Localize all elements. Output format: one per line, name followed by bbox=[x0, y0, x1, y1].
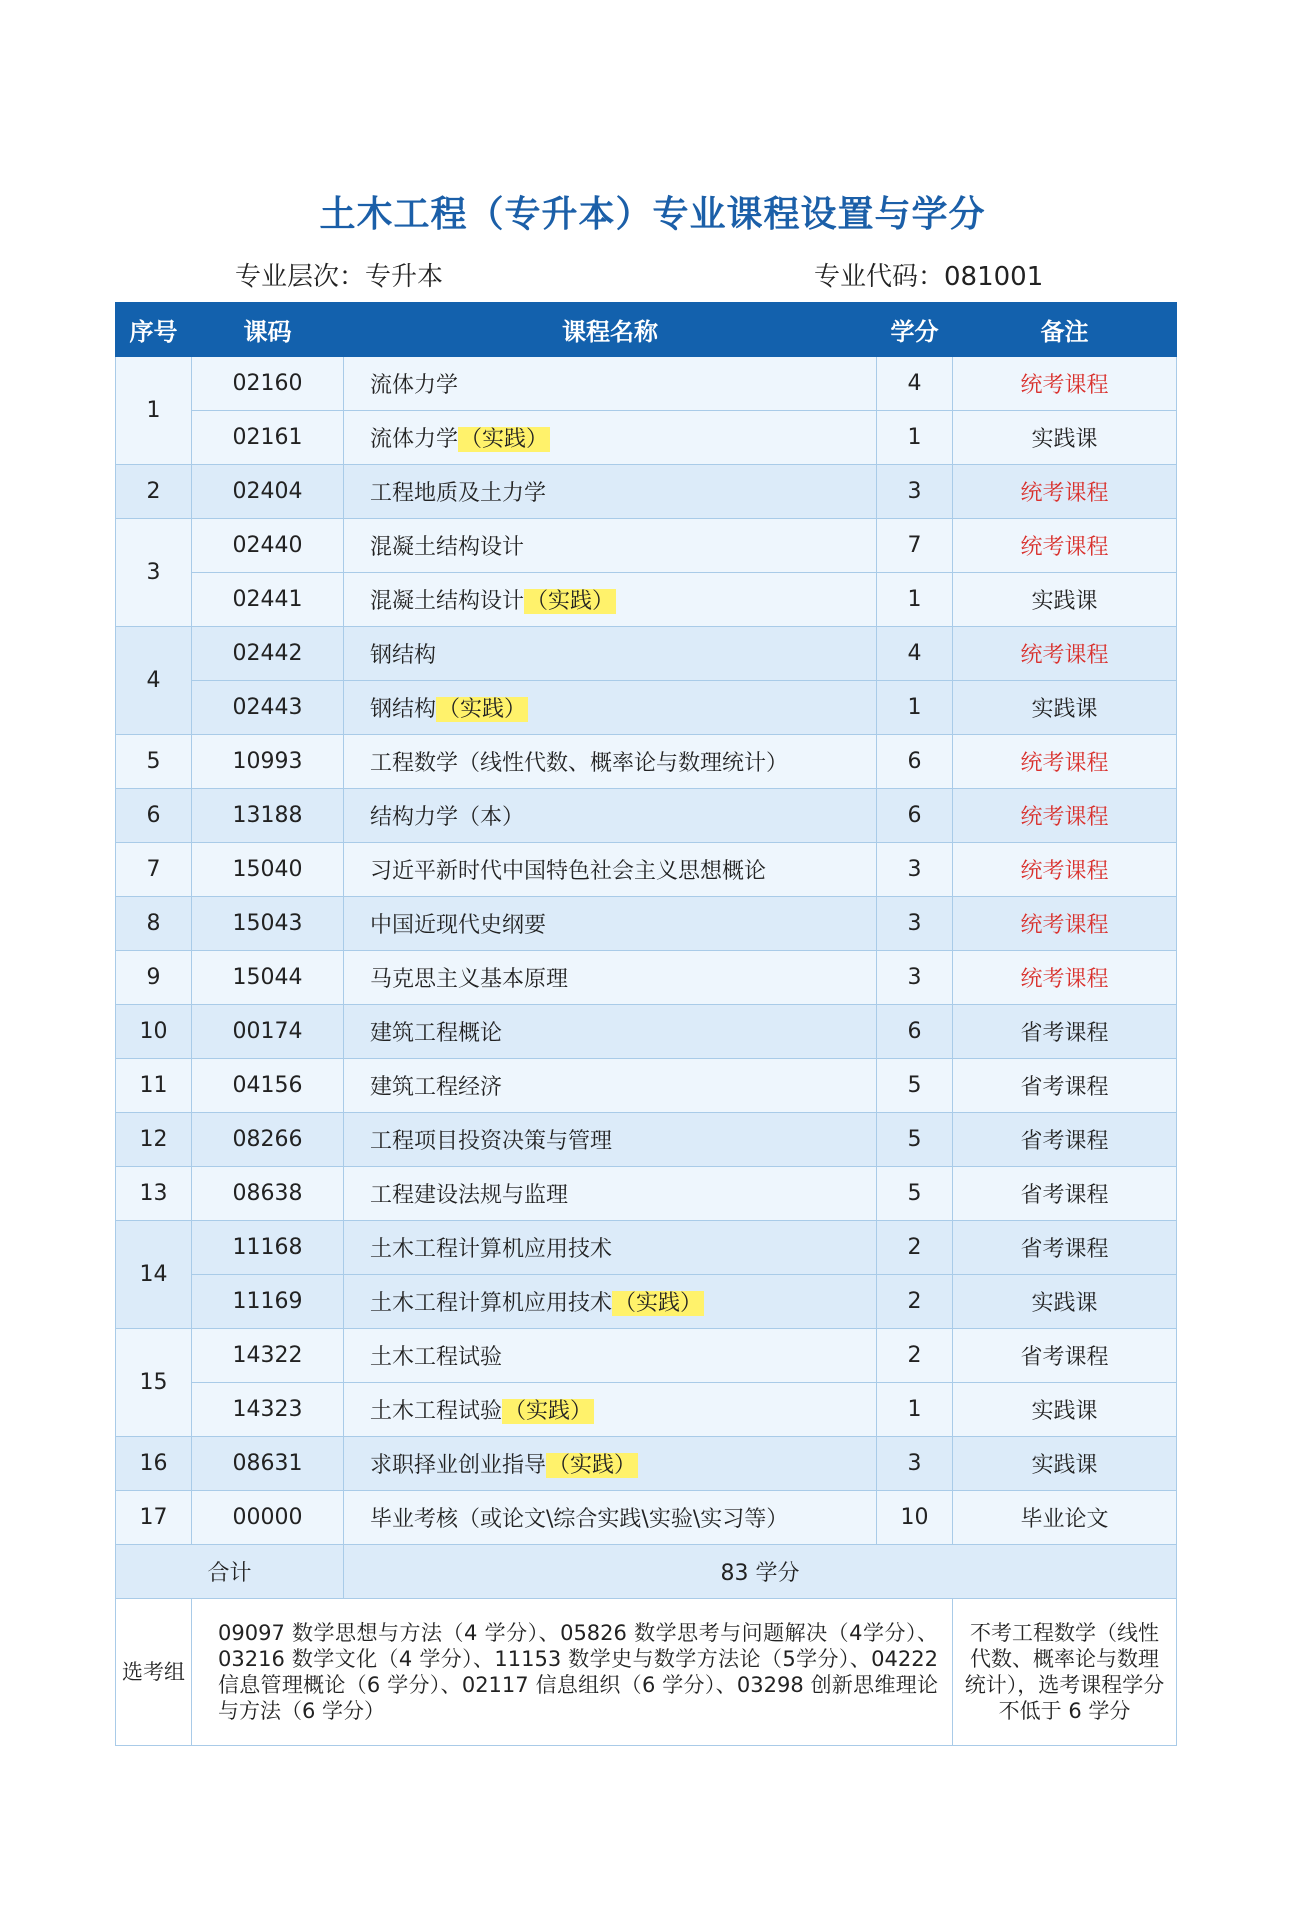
cell-note: 实践课 bbox=[953, 1383, 1177, 1437]
cell-seq: 8 bbox=[116, 897, 192, 951]
cell-credit: 1 bbox=[877, 573, 953, 627]
course-name-text: 混凝土结构设计 bbox=[370, 535, 525, 560]
table-row bbox=[116, 1059, 1177, 1113]
table-row bbox=[116, 1491, 1177, 1545]
table-row bbox=[116, 843, 1177, 897]
cell-course-name bbox=[344, 897, 877, 951]
table-header-row bbox=[116, 303, 1177, 357]
cell-note: 统考课程 bbox=[953, 897, 1177, 951]
cell-credit: 3 bbox=[877, 843, 953, 897]
course-name-text: 土木工程试验 bbox=[370, 1345, 503, 1370]
cell-course-name bbox=[344, 1059, 877, 1113]
header-note: 备注 bbox=[953, 303, 1177, 357]
cell-course-name bbox=[344, 357, 877, 411]
practice-highlight: （实践） bbox=[438, 697, 527, 722]
cell-seq: 6 bbox=[116, 789, 192, 843]
cell-credit: 2 bbox=[877, 1329, 953, 1383]
table-row bbox=[116, 573, 1177, 627]
course-name-text: 工程项目投资决策与管理 bbox=[370, 1129, 613, 1154]
cell-course-name bbox=[344, 1167, 877, 1221]
cell-credit: 5 bbox=[877, 1059, 953, 1113]
cell-code: 08266 bbox=[192, 1113, 344, 1167]
cell-course-name bbox=[344, 465, 877, 519]
cell-credit: 5 bbox=[877, 1113, 953, 1167]
table-row bbox=[116, 519, 1177, 573]
cell-seq: 9 bbox=[116, 951, 192, 1005]
table-row bbox=[116, 627, 1177, 681]
total-row bbox=[116, 1545, 1177, 1599]
cell-code: 02160 bbox=[192, 357, 344, 411]
cell-course-name bbox=[344, 1113, 877, 1167]
cell-seq: 1 bbox=[116, 357, 192, 465]
practice-highlight: （实践） bbox=[548, 1453, 637, 1478]
header-seq: 序号 bbox=[116, 303, 192, 357]
total-value: 83 学分 bbox=[344, 1545, 1177, 1599]
cell-note: 省考课程 bbox=[953, 1113, 1177, 1167]
course-name-text: 土木工程计算机应用技术 bbox=[370, 1237, 613, 1262]
table-row bbox=[116, 1005, 1177, 1059]
table-row bbox=[116, 1437, 1177, 1491]
cell-seq: 2 bbox=[116, 465, 192, 519]
course-name-text: 土木工程计算机应用技术 bbox=[370, 1291, 613, 1316]
cell-note: 统考课程 bbox=[953, 951, 1177, 1005]
cell-seq: 11 bbox=[116, 1059, 192, 1113]
cell-credit: 10 bbox=[877, 1491, 953, 1545]
cell-note: 实践课 bbox=[953, 411, 1177, 465]
cell-seq: 17 bbox=[116, 1491, 192, 1545]
cell-course-name bbox=[344, 573, 877, 627]
course-name-text: 中国近现代史纲要 bbox=[370, 913, 547, 938]
cell-code: 02441 bbox=[192, 573, 344, 627]
cell-credit: 4 bbox=[877, 627, 953, 681]
cell-seq: 13 bbox=[116, 1167, 192, 1221]
course-name-text: 土木工程试验 bbox=[370, 1399, 503, 1424]
cell-seq: 16 bbox=[116, 1437, 192, 1491]
table-row bbox=[116, 1221, 1177, 1275]
table-row bbox=[116, 1167, 1177, 1221]
cell-note: 统考课程 bbox=[953, 519, 1177, 573]
cell-code: 00174 bbox=[192, 1005, 344, 1059]
cell-note: 实践课 bbox=[953, 1437, 1177, 1491]
cell-code: 08631 bbox=[192, 1437, 344, 1491]
cell-course-name bbox=[344, 411, 877, 465]
cell-note: 省考课程 bbox=[953, 1221, 1177, 1275]
cell-note: 省考课程 bbox=[953, 1059, 1177, 1113]
cell-credit: 5 bbox=[877, 1167, 953, 1221]
cell-course-name bbox=[344, 519, 877, 573]
cell-code: 04156 bbox=[192, 1059, 344, 1113]
total-label: 合计 bbox=[116, 1545, 344, 1599]
cell-seq: 12 bbox=[116, 1113, 192, 1167]
cell-course-name bbox=[344, 789, 877, 843]
table-row bbox=[116, 1275, 1177, 1329]
cell-note: 毕业论文 bbox=[953, 1491, 1177, 1545]
cell-note: 统考课程 bbox=[953, 357, 1177, 411]
cell-course-name bbox=[344, 1005, 877, 1059]
cell-course-name bbox=[344, 1383, 877, 1437]
cell-note: 统考课程 bbox=[953, 465, 1177, 519]
major-code: 专业代码：081001 bbox=[814, 262, 1044, 292]
practice-highlight: （实践） bbox=[526, 589, 615, 614]
cell-code: 11169 bbox=[192, 1275, 344, 1329]
cell-course-name bbox=[344, 951, 877, 1005]
course-name-text: 建筑工程经济 bbox=[370, 1075, 503, 1100]
cell-credit: 6 bbox=[877, 1005, 953, 1059]
cell-code: 13188 bbox=[192, 789, 344, 843]
page-title: 土木工程（专升本）专业课程设置与学分 bbox=[319, 194, 986, 235]
cell-course-name bbox=[344, 1275, 877, 1329]
practice-highlight: （实践） bbox=[460, 427, 549, 452]
cell-seq: 5 bbox=[116, 735, 192, 789]
cell-note: 统考课程 bbox=[953, 789, 1177, 843]
cell-credit: 3 bbox=[877, 951, 953, 1005]
header-code: 课码 bbox=[192, 303, 344, 357]
table-row bbox=[116, 357, 1177, 411]
cell-seq: 14 bbox=[116, 1221, 192, 1329]
table-row bbox=[116, 897, 1177, 951]
cell-code: 10993 bbox=[192, 735, 344, 789]
cell-credit: 1 bbox=[877, 1383, 953, 1437]
practice-highlight: （实践） bbox=[504, 1399, 593, 1424]
course-name-text: 求职择业创业指导 bbox=[370, 1453, 547, 1478]
cell-credit: 6 bbox=[877, 789, 953, 843]
header-name: 课程名称 bbox=[344, 303, 877, 357]
course-name-text: 工程地质及土力学 bbox=[370, 481, 547, 506]
table-row bbox=[116, 465, 1177, 519]
cell-code: 14323 bbox=[192, 1383, 344, 1437]
cell-credit: 6 bbox=[877, 735, 953, 789]
course-name-text: 钢结构 bbox=[370, 643, 437, 668]
table-row bbox=[116, 735, 1177, 789]
cell-credit: 3 bbox=[877, 1437, 953, 1491]
cell-credit: 3 bbox=[877, 465, 953, 519]
cell-course-name bbox=[344, 1221, 877, 1275]
cell-note: 实践课 bbox=[953, 681, 1177, 735]
cell-note: 省考课程 bbox=[953, 1167, 1177, 1221]
course-name-text: 建筑工程概论 bbox=[370, 1021, 503, 1046]
cell-credit: 7 bbox=[877, 519, 953, 573]
cell-seq: 3 bbox=[116, 519, 192, 627]
cell-course-name bbox=[344, 843, 877, 897]
table-row bbox=[116, 411, 1177, 465]
cell-credit: 1 bbox=[877, 411, 953, 465]
cell-code: 15043 bbox=[192, 897, 344, 951]
cell-note: 省考课程 bbox=[953, 1005, 1177, 1059]
cell-note: 省考课程 bbox=[953, 1329, 1177, 1383]
course-name-text: 习近平新时代中国特色社会主义思想概论 bbox=[370, 859, 767, 884]
elective-label: 选考组 bbox=[116, 1599, 192, 1746]
practice-highlight: （实践） bbox=[614, 1291, 703, 1316]
course-name-text: 工程数学（线性代数、概率论与数理统计） bbox=[370, 751, 789, 776]
header-credit: 学分 bbox=[877, 303, 953, 357]
course-name-text: 混凝土结构设计 bbox=[370, 589, 525, 614]
course-name-text: 钢结构 bbox=[370, 697, 437, 722]
table-row bbox=[116, 1383, 1177, 1437]
table-row bbox=[116, 681, 1177, 735]
cell-credit: 2 bbox=[877, 1221, 953, 1275]
course-name-text: 结构力学（本） bbox=[370, 805, 525, 830]
cell-credit: 3 bbox=[877, 897, 953, 951]
cell-course-name bbox=[344, 681, 877, 735]
elective-row bbox=[116, 1599, 1177, 1746]
elective-courses: 09097 数学思想与方法（4 学分）、05826 数学思考与问题解决（4学分）、03216 数学文化（4 学分）、11153 数学史与数学方法论（5学分）、04222 信息管理概论（6 学分）、02117 信息组织（6 学分）、03298 创新思维理论与方法（6 学分） bbox=[192, 1599, 953, 1746]
cell-code: 08638 bbox=[192, 1167, 344, 1221]
table-row bbox=[116, 789, 1177, 843]
cell-code: 02442 bbox=[192, 627, 344, 681]
cell-note: 统考课程 bbox=[953, 843, 1177, 897]
cell-course-name bbox=[344, 1491, 877, 1545]
table-row bbox=[116, 1329, 1177, 1383]
cell-course-name bbox=[344, 1329, 877, 1383]
major-level: 专业层次：专升本 bbox=[235, 262, 444, 292]
table-row bbox=[116, 951, 1177, 1005]
cell-course-name bbox=[344, 1437, 877, 1491]
cell-code: 02440 bbox=[192, 519, 344, 573]
cell-credit: 1 bbox=[877, 681, 953, 735]
table-row bbox=[116, 1113, 1177, 1167]
cell-credit: 2 bbox=[877, 1275, 953, 1329]
course-name-text: 毕业考核（或论文\综合实践\实验\实习等） bbox=[370, 1507, 789, 1532]
cell-code: 02443 bbox=[192, 681, 344, 735]
cell-note: 实践课 bbox=[953, 573, 1177, 627]
course-table bbox=[115, 302, 1177, 1746]
cell-credit: 4 bbox=[877, 357, 953, 411]
cell-code: 14322 bbox=[192, 1329, 344, 1383]
cell-seq: 10 bbox=[116, 1005, 192, 1059]
course-table-body bbox=[116, 357, 1177, 1545]
cell-seq: 4 bbox=[116, 627, 192, 735]
cell-code: 15040 bbox=[192, 843, 344, 897]
cell-note: 统考课程 bbox=[953, 627, 1177, 681]
cell-course-name bbox=[344, 627, 877, 681]
cell-note: 统考课程 bbox=[953, 735, 1177, 789]
course-name-text: 流体力学 bbox=[370, 427, 459, 452]
elective-note: 不考工程数学（线性代数、概率论与数理统计），选考课程学分不低于 6 学分 bbox=[953, 1599, 1177, 1746]
cell-code: 11168 bbox=[192, 1221, 344, 1275]
cell-seq: 7 bbox=[116, 843, 192, 897]
cell-course-name bbox=[344, 735, 877, 789]
cell-seq: 15 bbox=[116, 1329, 192, 1437]
cell-note: 实践课 bbox=[953, 1275, 1177, 1329]
cell-code: 00000 bbox=[192, 1491, 344, 1545]
course-name-text: 流体力学 bbox=[370, 373, 459, 398]
cell-code: 02404 bbox=[192, 465, 344, 519]
cell-code: 15044 bbox=[192, 951, 344, 1005]
cell-code: 02161 bbox=[192, 411, 344, 465]
course-name-text: 工程建设法规与监理 bbox=[370, 1183, 569, 1208]
course-name-text: 马克思主义基本原理 bbox=[370, 967, 569, 992]
